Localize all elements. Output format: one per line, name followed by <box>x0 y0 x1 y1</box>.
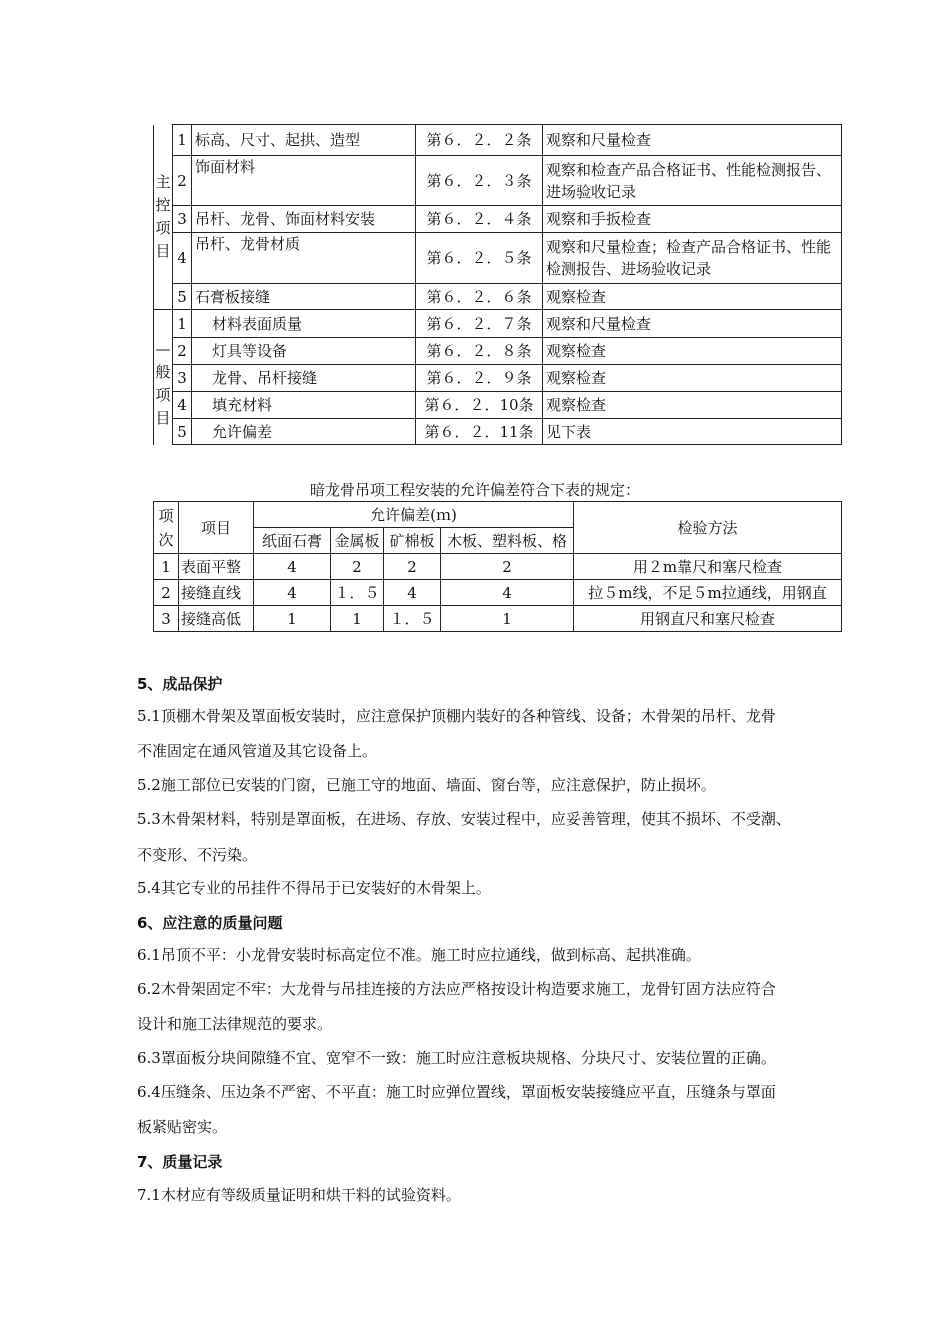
row-value: 4 <box>254 554 331 580</box>
row-ref: 第６．２．11条 <box>416 419 543 445</box>
category-char: 主 <box>155 172 171 191</box>
subheader: 木板、塑料板、格 <box>441 528 574 554</box>
row-method: 观察和尺量检查 <box>543 310 842 338</box>
category-char: 目 <box>155 241 171 260</box>
row-value: １．５ <box>331 580 384 606</box>
row-ref: 第６．２．８条 <box>416 338 543 365</box>
row-ref: 第６．２．10条 <box>416 392 543 419</box>
row-item: 表面平整 <box>179 554 254 580</box>
paragraph: 6.3罩面板分块间隙缝不宜、宽窄不一致：施工时应注意板块规格、分块尺寸、安装位置的正确。 <box>137 1049 776 1067</box>
row-value: 1 <box>441 606 574 632</box>
row-item: 吊杆、龙骨、饰面材料安装 <box>192 206 416 233</box>
table-caption: 暗龙骨吊项工程安装的允许偏差符合下表的规定： <box>309 481 640 499</box>
row-number: 3 <box>173 365 192 392</box>
row-item: 填充材料 <box>192 392 416 419</box>
row-number: 3 <box>173 206 192 233</box>
row-seq: 3 <box>154 606 179 632</box>
paragraph: 6.2木骨架固定不牢：大龙骨与吊挂连接的方法应严格按设计构造要求施工，龙骨钉固方法应符合 <box>137 980 776 998</box>
row-method: 观察和尺量检查 <box>543 125 842 156</box>
row-value: 4 <box>441 580 574 606</box>
row-number: 2 <box>173 156 192 206</box>
header-method: 检验方法 <box>574 502 842 554</box>
row-number: 5 <box>173 284 192 310</box>
paragraph: 5.4其它专业的吊挂件不得吊于已安装好的木骨架上。 <box>137 879 491 897</box>
paragraph: 板紧贴密实。 <box>137 1118 228 1136</box>
paragraph: 5.3木骨架材料，特别是罩面板，在进场、存放、安装过程中，应妥善管理，使其不损坏、不受潮、 <box>137 810 791 828</box>
section-heading: 5、成品保护 <box>137 675 223 693</box>
general-category-cell <box>154 310 173 445</box>
row-number: 2 <box>173 338 192 365</box>
paragraph: 5.1顶棚木骨架及罩面板安装时，应注意保护顶棚内装好的各种管线、设备；木骨架的吊杆、龙骨 <box>137 707 776 725</box>
row-item: 石膏板接缝 <box>192 284 416 310</box>
paragraph: 6.1吊顶不平：小龙骨安装时标高定位不准。施工时应拉通线，做到标高、起拱准确。 <box>137 946 701 964</box>
row-value: 4 <box>384 580 441 606</box>
row-ref: 第６．２．４条 <box>416 206 543 233</box>
row-number: 1 <box>173 125 192 156</box>
row-value: １．５ <box>384 606 441 632</box>
row-item: 材料表面质量 <box>192 310 416 338</box>
row-method: 观察和尺量检查；检查产品合格证书、性能检测报告、进场验收记录 <box>543 233 842 284</box>
row-number: 4 <box>173 233 192 284</box>
subheader: 金属板 <box>331 528 384 554</box>
deviation-table <box>153 501 842 632</box>
row-method: 观察和检查产品合格证书、性能检测报告、进场验收记录 <box>543 156 842 206</box>
row-method: 观察检查 <box>543 392 842 419</box>
paragraph: 6.4压缝条、压边条不严密、不平直：施工时应弹位置线，罩面板安装接缝应平直，压缝条与罩面 <box>137 1083 776 1101</box>
row-item: 饰面材料 <box>192 156 416 206</box>
row-item: 标高、尺寸、起拱、造型 <box>192 125 416 156</box>
row-ref: 第６．２．７条 <box>416 310 543 338</box>
row-method: 观察和手扳检查 <box>543 206 842 233</box>
row-ref: 第６．２．３条 <box>416 156 543 206</box>
category-char: — <box>155 340 171 359</box>
subheader: 矿棉板 <box>384 528 441 554</box>
row-item: 接缝高低 <box>179 606 254 632</box>
row-value: 2 <box>331 554 384 580</box>
section-heading: 7、质量记录 <box>137 1153 223 1171</box>
row-value: 2 <box>384 554 441 580</box>
row-item: 灯具等设备 <box>192 338 416 365</box>
paragraph: 设计和施工法律规范的要求。 <box>137 1015 333 1033</box>
row-seq: 2 <box>154 580 179 606</box>
header-seq: 项次 <box>154 502 179 554</box>
row-method: 观察检查 <box>543 284 842 310</box>
acceptance-table <box>153 124 842 445</box>
row-method: 见下表 <box>543 419 842 445</box>
header-item: 项目 <box>179 502 254 554</box>
main-category-cell <box>154 125 173 310</box>
row-value: 1 <box>254 606 331 632</box>
category-char: 控 <box>155 195 171 214</box>
row-number: 5 <box>173 419 192 445</box>
row-seq: 1 <box>154 554 179 580</box>
row-method: 拉５m线，不足５m拉通线，用钢直 <box>574 580 842 606</box>
row-item: 允许偏差 <box>192 419 416 445</box>
paragraph: 不准固定在通风管道及其它设备上。 <box>137 742 378 760</box>
category-char: 项 <box>155 386 171 405</box>
row-value: 2 <box>441 554 574 580</box>
category-char: 般 <box>155 363 171 382</box>
row-ref: 第６．２．２条 <box>416 125 543 156</box>
row-number: 4 <box>173 392 192 419</box>
category-char: 项 <box>155 218 171 237</box>
paragraph: 5.2施工部位已安装的门窗，已施工守的地面、墙面、窗台等，应注意保护，防止损坏。 <box>137 776 716 794</box>
category-char: 目 <box>155 409 171 428</box>
row-method: 观察检查 <box>543 365 842 392</box>
row-item: 吊杆、龙骨材质 <box>192 233 416 284</box>
row-method: 观察检查 <box>543 338 842 365</box>
row-value: 1 <box>331 606 384 632</box>
row-value: 4 <box>254 580 331 606</box>
header-deviation: 允许偏差(ｍ) <box>254 502 574 528</box>
paragraph: 7.1木材应有等级质量证明和烘干料的试验资料。 <box>137 1186 461 1204</box>
section-heading: 6、应注意的质量问题 <box>137 914 283 932</box>
row-method: 用２m靠尺和塞尺检查 <box>574 554 842 580</box>
row-ref: 第６．２．５条 <box>416 233 543 284</box>
row-ref: 第６．２．９条 <box>416 365 543 392</box>
row-ref: 第６．２．６条 <box>416 284 543 310</box>
paragraph: 不变形、不污染。 <box>137 846 258 864</box>
row-number: 1 <box>173 310 192 338</box>
row-method: 用钢直尺和塞尺检查 <box>574 606 842 632</box>
subheader: 纸面石膏 <box>254 528 331 554</box>
row-item: 接缝直线 <box>179 580 254 606</box>
row-item: 龙骨、吊杆接缝 <box>192 365 416 392</box>
